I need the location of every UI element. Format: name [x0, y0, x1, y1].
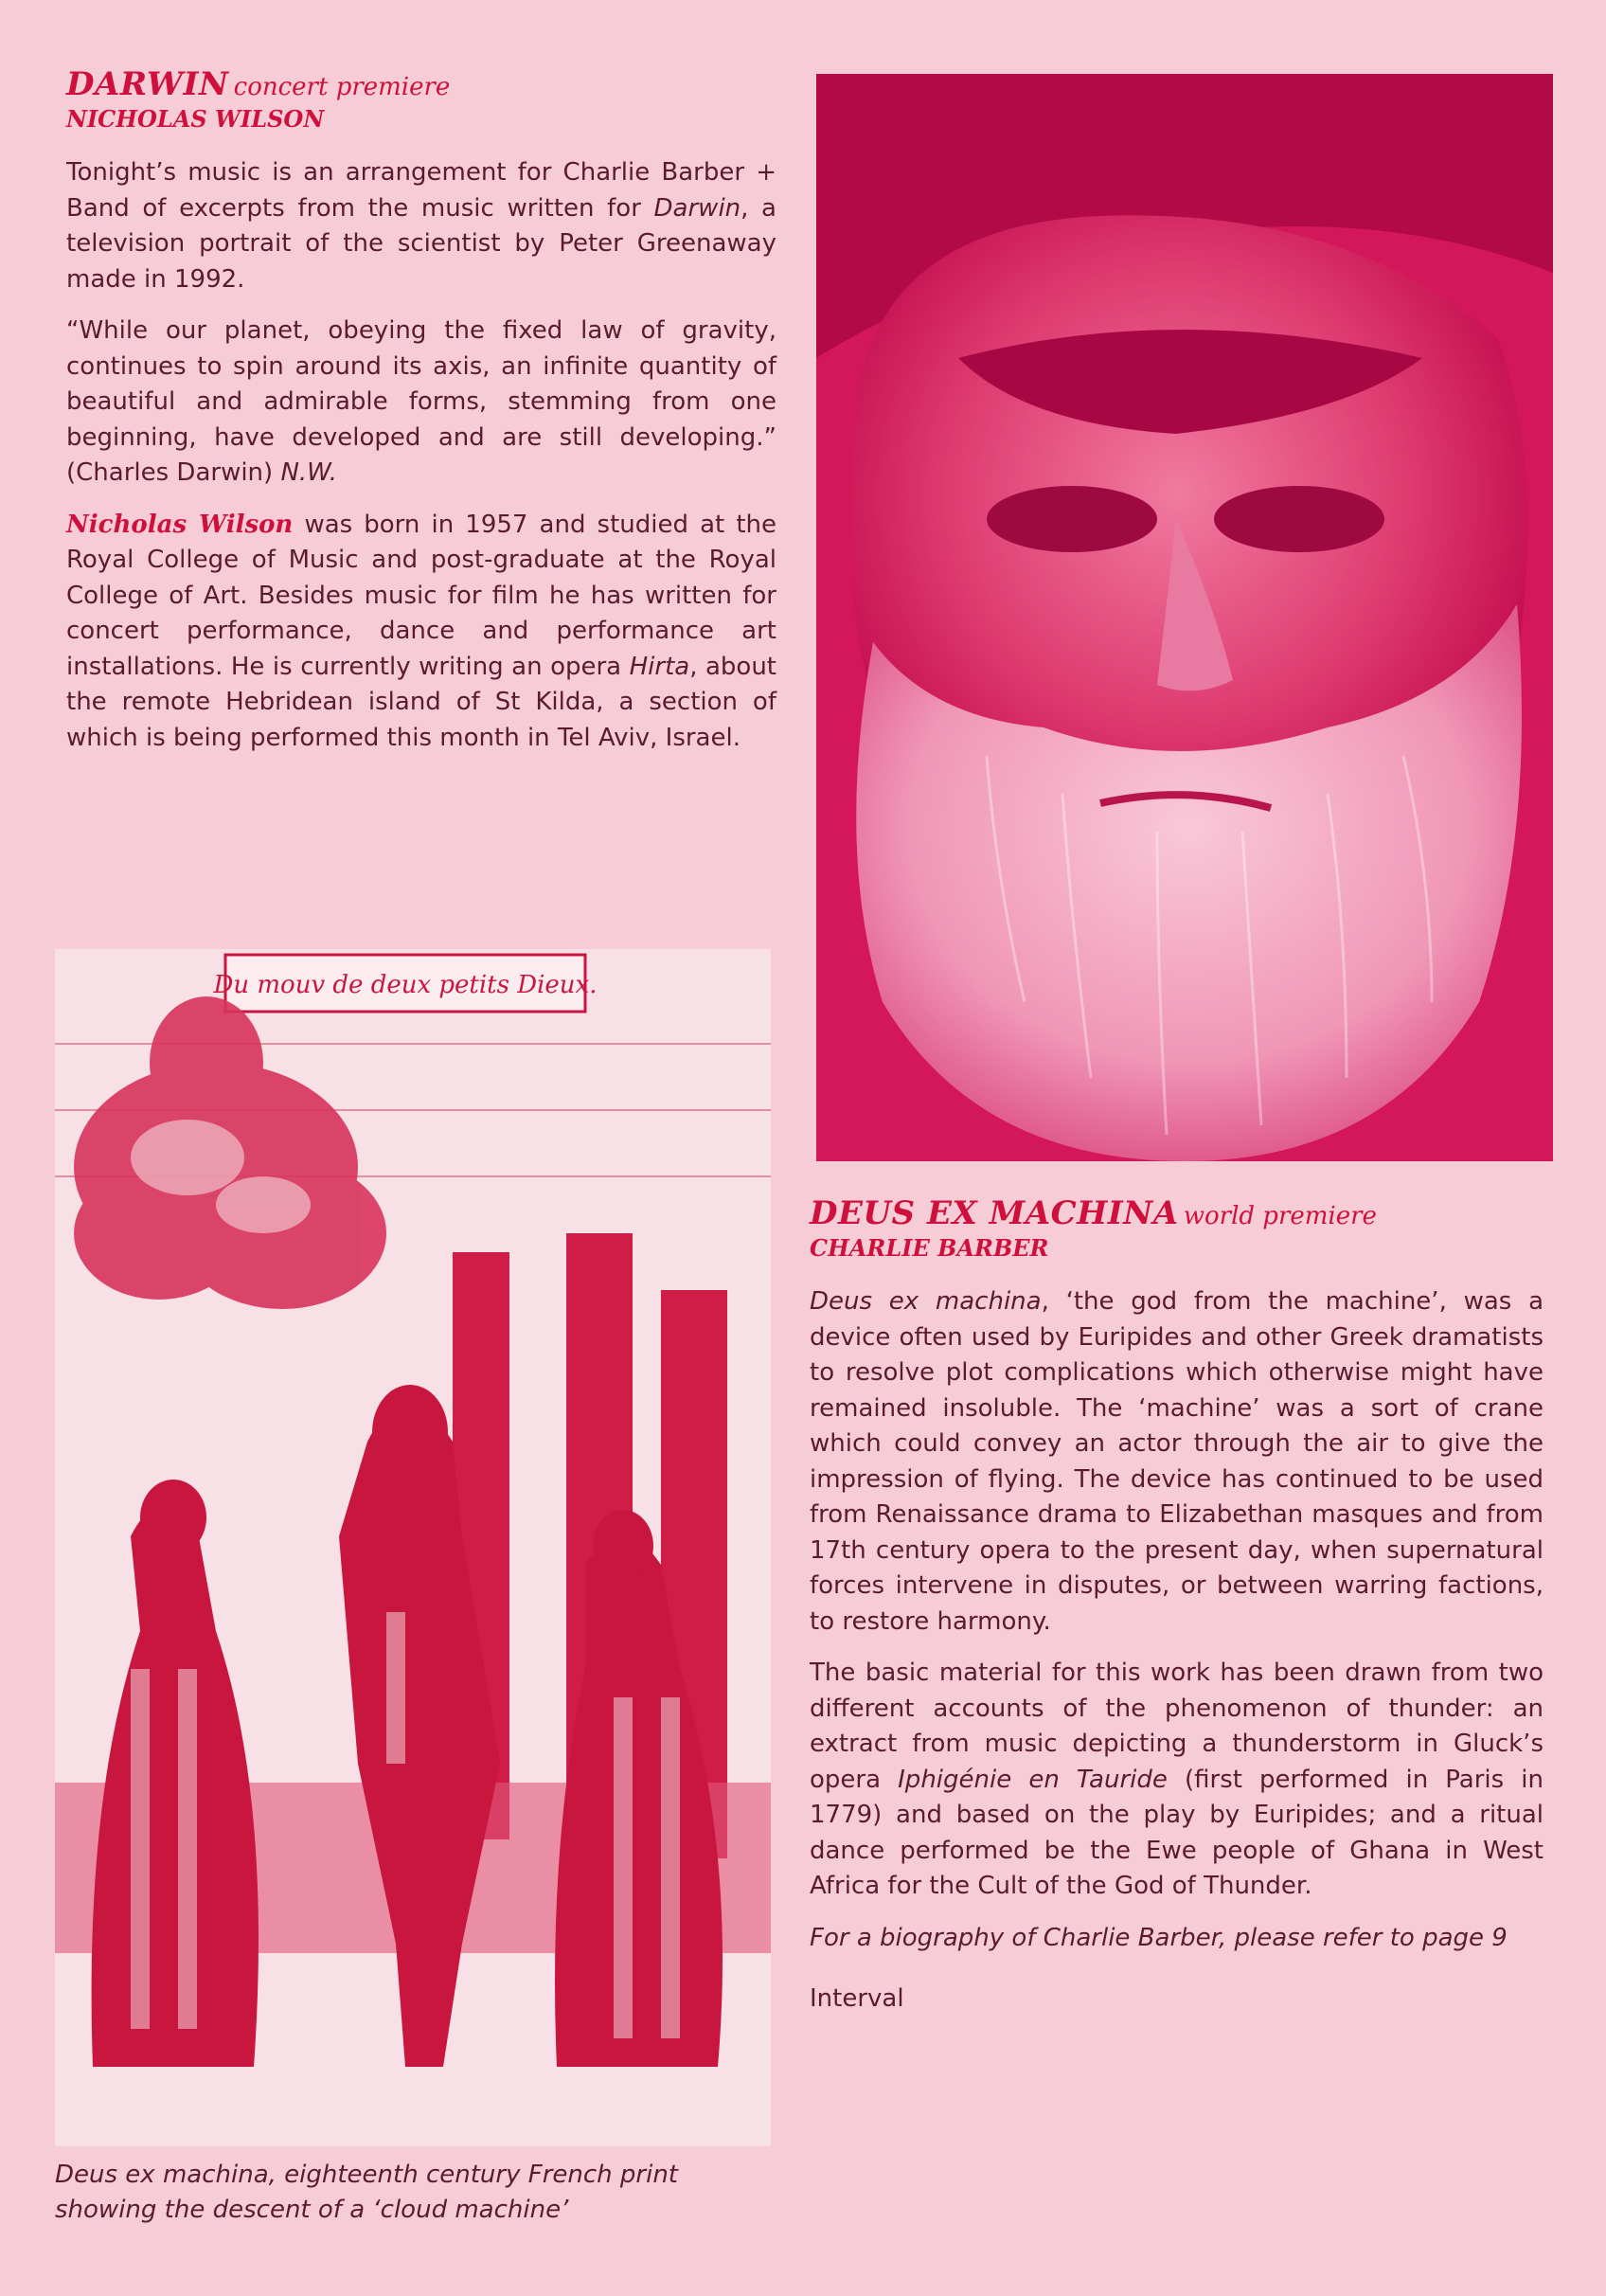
- darwin-bio-text-a: was born in 1957 and studied at the Royal College of Music and post-graduate at the Royal College of Art. Besides music for film he has written for concert performance, dance and performance art installations. He is currently writing an opera: [66, 510, 776, 681]
- darwin-quote-signature: N.W.: [280, 458, 338, 488]
- deus-intro: [810, 1284, 1544, 1640]
- darwin-portrait-image: [816, 74, 1553, 1161]
- darwin-portrait-svg: [816, 74, 1553, 1161]
- deus-material-text-a: The basic material for this work has been drawn from two different accounts of the phenomenon of thunder: an extract from music depicting a thunderstorm in Gluck’s opera: [810, 1659, 1544, 1794]
- darwin-bio-italic: Hirta: [629, 652, 690, 681]
- interval-label: Interval: [810, 1983, 904, 2013]
- deus-section: [810, 1195, 1544, 2013]
- darwin-subtitle: concert premiere: [233, 73, 451, 101]
- darwin-heading: [66, 66, 776, 103]
- darwin-bio-name: Nicholas Wilson: [66, 510, 294, 539]
- darwin-section: [66, 66, 776, 772]
- deus-intro-text: , ‘the god from the machine’, was a device often used by Euripides and other Greek dramatists to resolve plot complications which otherwise might have remained insoluble. The ‘machine’ was a sort of crane which could convey an actor through the air to give the impression of flying. The device has continued to be used from Renaissance drama to Elizabethan masques and from 17th century opera to the present day, when supernatural forces intervene in disputes, or between warring factions, to restore harmony.: [810, 1287, 1544, 1636]
- deus-subtitle: world premiere: [1183, 1202, 1377, 1230]
- print-banner: Du mouv de deux petits Dieux.: [213, 971, 598, 999]
- darwin-bio: [66, 508, 776, 757]
- darwin-intro: [66, 155, 776, 297]
- darwin-composer: NICHOLAS WILSON: [66, 105, 325, 134]
- print-caption: Deus ex machina, eighteenth century French print showing the descent of a ‘cloud machine’: [55, 2161, 678, 2224]
- deus-title: DEUS EX MACHINA: [810, 1194, 1179, 1232]
- deus-heading: [810, 1195, 1544, 1232]
- darwin-title: DARWIN: [66, 65, 229, 103]
- darwin-quote-text: “While our planet, obeying the fixed law of gravity, continues to spin around its axis, an infinite quantity of beautiful and admirable forms, stemming from one beginning, have developed and are still developing.” (Charles Darwin): [66, 316, 776, 488]
- deus-bio-reference: For a biography of Charlie Barber, please refer to page 9: [810, 1923, 1508, 1952]
- darwin-intro-text-b: , a television portrait of the scientist by Peter Greenaway made in 1992.: [66, 193, 776, 294]
- darwin-quote: [66, 314, 776, 492]
- deus-material-italic: Iphigénie en Tauride: [898, 1765, 1168, 1794]
- deus-material: [810, 1656, 1544, 1905]
- deus-composer: CHARLIE BARBER: [810, 1234, 1049, 1263]
- darwin-intro-italic: Darwin: [653, 193, 741, 223]
- darwin-intro-text-a: Tonight’s music is an arrangement for Charlie Barber + Band of excerpts from the music written for: [66, 158, 776, 223]
- deus-intro-italic: Deus ex machina: [810, 1287, 1042, 1317]
- cloud-machine-print-image: [55, 949, 771, 2146]
- cloud-machine-print-svg: [55, 949, 771, 2146]
- deus-material-text-b: (first performed in Paris in 1779) and based on the play by Euripides; and a ritual dance performed be the Ewe people of Ghana in West Africa for the Cult of the God of Thunder.: [810, 1765, 1544, 1901]
- darwin-bio-text-b: , about the remote Hebridean island of St Kilda, a section of which is being performed this month in Tel Aviv, Israel.: [66, 652, 777, 752]
